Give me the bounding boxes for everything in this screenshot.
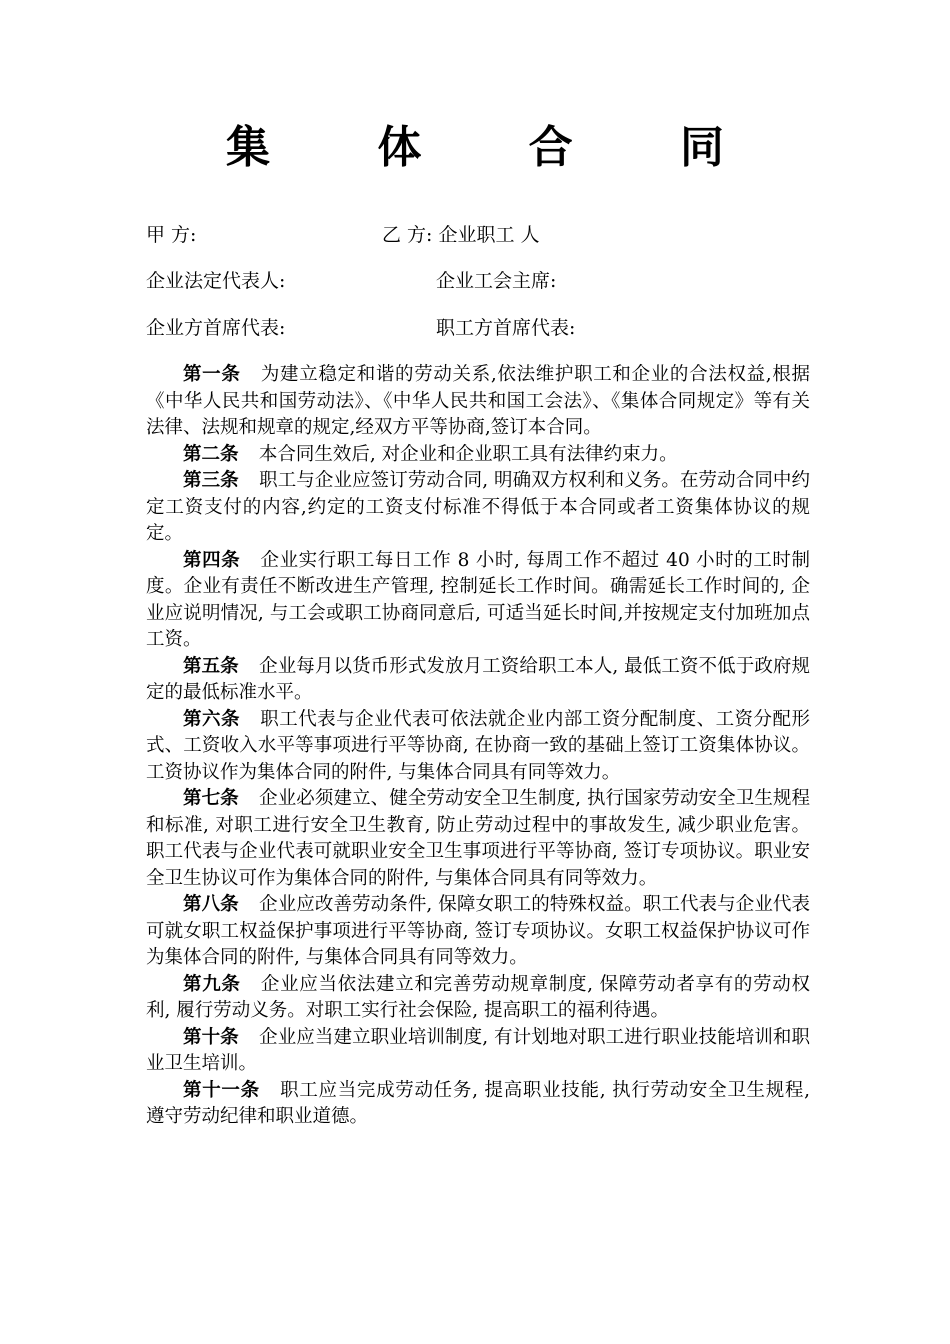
article-2 (146, 442, 810, 469)
worker-chief-rep-label: 职工方首席代表: (436, 317, 576, 339)
legal-rep-label: 企业法定代表人: (146, 270, 286, 292)
article-4 (146, 548, 810, 654)
article-7 (146, 786, 810, 892)
article-text: 企业应当建立职业培训制度, 有计划地对职工进行职业技能培训和职业卫生培训。 (146, 1026, 810, 1074)
article-3 (146, 468, 810, 548)
party-b-label: 乙 方: 企业职工 人 (382, 224, 540, 246)
article-number: 第六条 (183, 708, 240, 730)
article-9 (146, 972, 810, 1025)
party-row-2 (146, 266, 826, 296)
article-number: 第五条 (183, 655, 239, 677)
article-text: 职工与企业应签订劳动合同, 明确双方权利和义务。在劳动合同中约定工资支付的内容,约定的工资支付标准不得低于本合同或者工资集体协议的规定。 (146, 470, 810, 544)
article-text: 本合同生效后, 对企业和企业职工具有法律约束力。 (258, 443, 678, 465)
union-chair-label: 企业工会主席: (436, 270, 557, 292)
party-row-3 (146, 313, 826, 343)
article-text: 企业实行职工每日工作 8 小时, 每周工作不超过 40 小时的工时制度。企业有责任不断改进生产管理, 控制延长工作时间。确需延长工作时间的, 企业应说明情况, 与工会或职工协商同意后, 可适当延长时间,并按规定支付加班加点工资。 (146, 549, 810, 650)
article-number: 第九条 (183, 973, 241, 995)
article-10 (146, 1025, 810, 1078)
article-text: 企业每月以货币形式发放月工资给职工本人, 最低工资不低于政府规定的最低标准水平。 (146, 655, 810, 703)
article-number: 第十一条 (183, 1079, 260, 1101)
article-number: 第八条 (183, 894, 239, 915)
article-number: 第三条 (183, 470, 239, 491)
article-text: 企业应改善劳动条件, 保障女职工的特殊权益。职工代表与企业代表可就女职工权益保护事项进行平等协商, 签订专项协议。女职工权益保护协议可作为集体合同的附件, 与集体合同具有同等效力。 (146, 894, 810, 968)
article-text: 职工代表与企业代表可依法就企业内部工资分配制度、工资分配形式、工资收入水平等事项进行平等协商, 在协商一致的基础上签订工资集体协议。工资协议作为集体合同的附件, 与集体合同具有同等效力。 (146, 708, 810, 783)
article-5 (146, 654, 810, 707)
document-title: 集 体 合 同 (226, 122, 770, 173)
article-list (146, 362, 810, 1131)
article-number: 第十条 (183, 1026, 239, 1048)
party-row-1 (146, 220, 826, 250)
party-a-label: 甲 方: (146, 224, 197, 246)
article-11 (146, 1078, 810, 1131)
article-text: 为建立稳定和谐的劳动关系,依法维护职工和企业的合法权益,根据《中华人民共和国劳动法》、《中华人民共和国工会法》、《集体合同规定》等有关法律、法规和规章的规定,经双方平等协商,签订本合同。 (146, 364, 810, 438)
article-6 (146, 707, 810, 787)
article-text: 企业应当依法建立和完善劳动规章制度, 保障劳动者享有的劳动权利, 履行劳动义务。对职工实行社会保险, 提高职工的福利待遇。 (146, 973, 810, 1021)
article-text: 企业必须建立、健全劳动安全卫生制度, 执行国家劳动安全卫生规程和标准, 对职工进行安全卫生教育, 防止劳动过程中的事故发生, 减少职业危害。职工代表与企业代表可就职业安全卫生事项进行平等协商, 签订专项协议。职业安全卫生协议可作为集体合同的附件, 与集体合同具有同等效力。 (146, 788, 810, 889)
article-8 (146, 892, 810, 972)
article-number: 第四条 (183, 549, 241, 571)
article-number: 第二条 (183, 443, 239, 465)
article-number: 第七条 (183, 788, 239, 809)
article-number: 第一条 (183, 364, 241, 385)
article-1 (146, 362, 810, 442)
article-text: 职工应当完成劳动任务, 提高职业技能, 执行劳动安全卫生规程, 遵守劳动纪律和职业道德。 (146, 1079, 810, 1127)
company-chief-rep-label: 企业方首席代表: (146, 317, 286, 339)
